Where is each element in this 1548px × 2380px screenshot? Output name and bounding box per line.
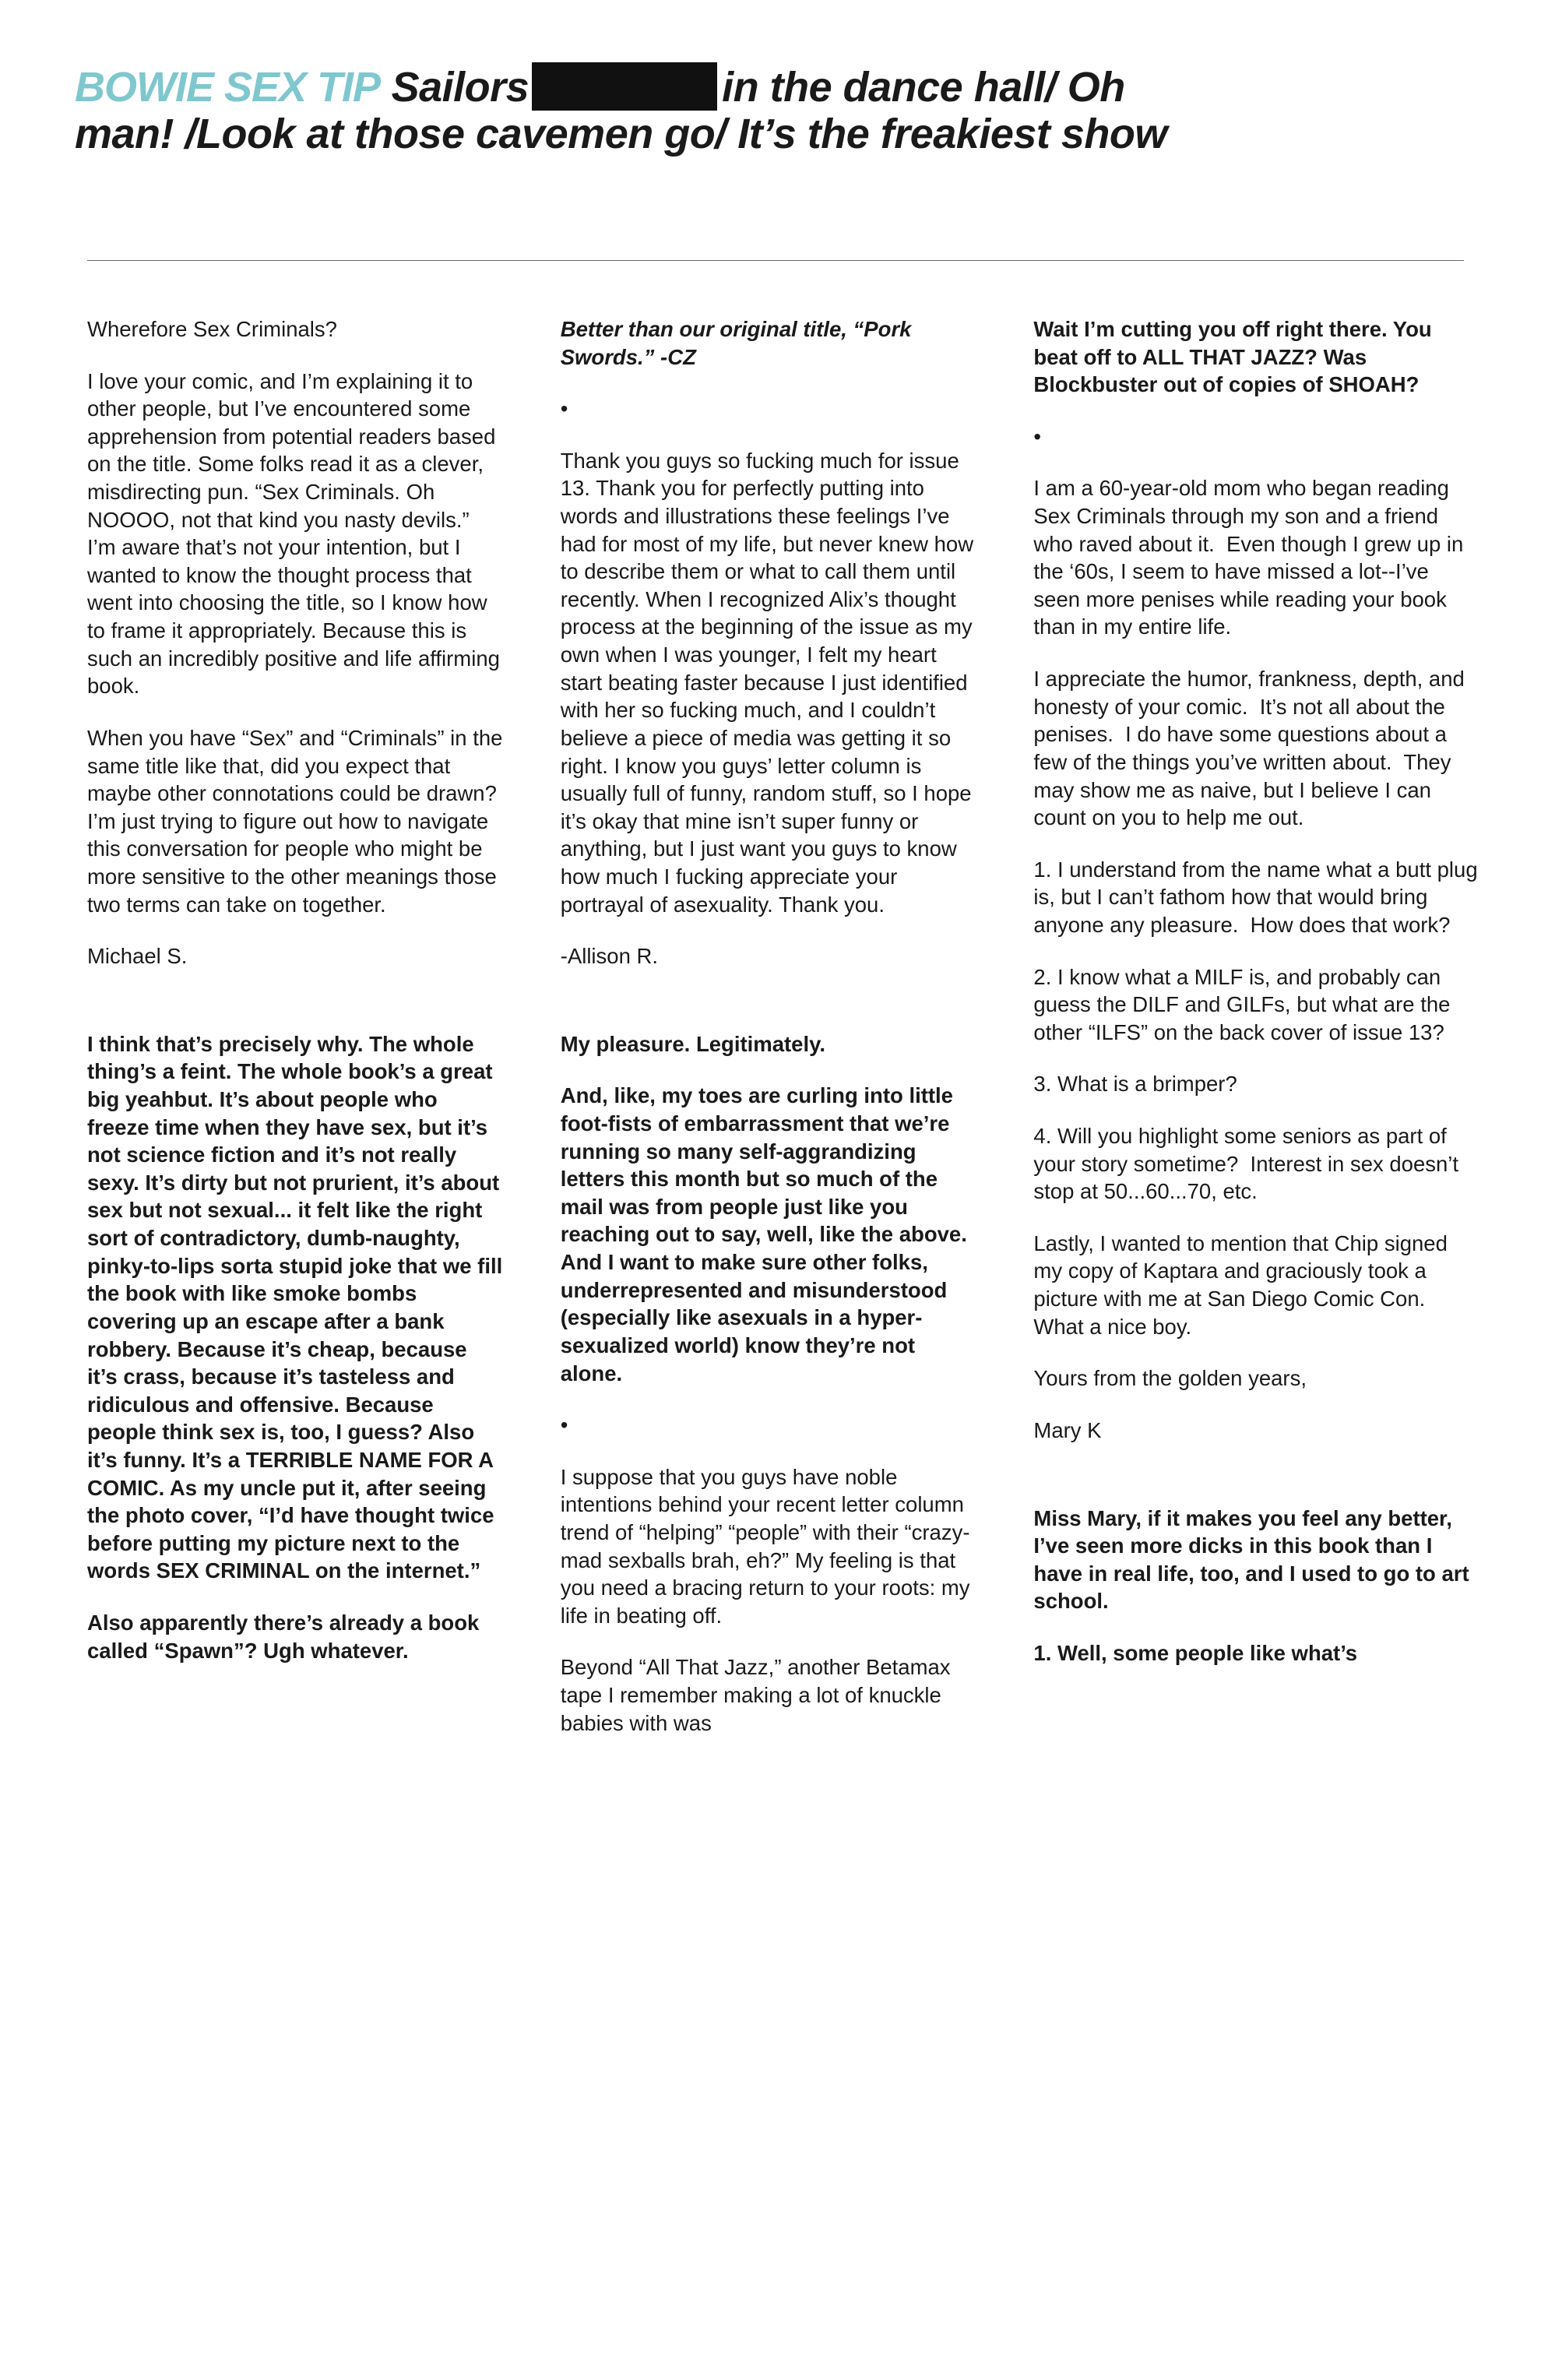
masthead-line-1-before: Sailors	[380, 64, 529, 111]
masthead-kicker: BOWIE SEX TIP	[75, 64, 381, 111]
letter-paragraph: I love your comic, and I’m explaining it to other people, but I’ve encountered some apprehension from potential readers based on the title. Some folks read it as a clever, misdirecting pun. “Sex Criminals. Oh NOOOO, not that kind you nasty devils.” I’m aware that’s not your intention, but I wanted to know the thought process that went into choosing the title, so I know how to frame it appropriately. Because this is such an incredibly positive and life affirming book.	[87, 368, 506, 699]
letter-paragraph: Mary K	[1033, 1417, 1102, 1442]
letters-column-1	[87, 315, 509, 1761]
letter-paragraph: Michael S.	[87, 944, 188, 969]
letter-paragraph: Also apparently there’s already a book called “Spawn”? Ugh whatever.	[87, 1610, 485, 1663]
letter-paragraph: Better than our original title, “Pork Swords.” -CZ	[560, 317, 918, 369]
letter-paragraph: Miss Mary, if it makes you feel any better, I’ve seen more dicks in this book than I have in real life, too, and I used to go to art school.	[1033, 1505, 1476, 1614]
masthead-line-1-after: in the dance hall/ Oh	[722, 64, 1125, 111]
paragraph-spacer	[87, 995, 503, 1030]
letter-paragraph: 1. I understand from the name what a butt plug is, but I can’t fathom how that would bring anyone any pleasure. How does that work?	[1033, 857, 1484, 937]
letter-paragraph: When you have “Sex” and “Criminals” in the same title like that, did you expect that maybe other connotations could be drawn? I’m just trying to figure out how to navigate this conversation for people who might be more sensitive to the other meanings those two terms can take on together.	[87, 725, 509, 917]
letter-paragraph: 4. Will you highlight some seniors as part of your story sometime? Interest in sex doesn’t stop at 50...60...70, etc.	[1033, 1124, 1465, 1204]
letter-paragraph: 3. What is a brimper?	[1033, 1072, 1237, 1097]
redaction-bar-icon	[532, 62, 717, 111]
masthead-line-2: man! /Look at those cavemen go/ It’s the freakiest show	[75, 111, 1167, 158]
paragraph-spacer	[1033, 1469, 1481, 1505]
masthead	[75, 62, 1476, 158]
masthead-line-1	[75, 62, 1476, 111]
letter-paragraph: I appreciate the humor, frankness, depth, and honesty of your comic. It’s not all about the penises. I do have some questions about a few of the things you’ve written about. They may show me as naive, but I believe I can count on you to help me out.	[1033, 667, 1471, 830]
letter-paragraph: 1. Well, some people like what’s	[1033, 1640, 1358, 1665]
letter-paragraph: My pleasure. Legitimately.	[560, 1031, 826, 1056]
letter-paragraph: 2. I know what a MILF is, and probably can guess the DILF and GILFs, but what are the other “ILFS” on the back cover of issue 13?	[1033, 964, 1457, 1044]
bullet-separator: •	[560, 1413, 568, 1438]
paragraph-spacer	[561, 995, 976, 1030]
letter-paragraph: Beyond “All That Jazz,” another Betamax tape I remember making a lot of knuckle babies with was	[560, 1655, 957, 1735]
letter-paragraph: Wait I’m cutting you off right there. You beat off to ALL THAT JAZZ? Was Blockbuster out of copies of SHOAH?	[1033, 317, 1438, 397]
letter-paragraph: -Allison R.	[560, 944, 659, 969]
letter-paragraph: I suppose that you guys have noble intentions behind your recent letter column trend of “helping” “people” with their “crazy-mad sexballs brah, eh?” My feeling is that you need a bracing return to your roots: my life in beating off.	[560, 1464, 976, 1628]
letter-paragraph: And, like, my toes are curling into little foot-fists of embarrassment that we’re running so many self-aggrandizing letters this month but so much of the mail was from people just like you reaching out to say, well, like the above. And I want to make sure other folks, underrepresented and misunderstood (especially like asexuals in a hyper-sexualized world) know they’re not alone.	[560, 1083, 973, 1385]
bullet-separator: •	[1033, 424, 1042, 449]
header-divider	[87, 260, 1464, 261]
letter-paragraph: I am a 60-year-old mom who began reading Sex Criminals through my son and a friend who raved about it. Even though I grew up in the ‘60s, I seem to have missed a lot--I’ve seen more penises while reading your book than in my entire life.	[1033, 476, 1469, 639]
letters-column-3	[1033, 315, 1484, 1761]
letter-paragraph: Wherefore Sex Criminals?	[87, 317, 337, 341]
letter-paragraph: Yours from the golden years,	[1033, 1366, 1307, 1391]
letter-paragraph: Thank you guys so fucking much for issue 13. Thank you for perfectly putting into words and illustrations these feelings I’ve had for most of my life, but never knew how to describe them or what to call them until recently. When I recognized Alix’s thought process at the beginning of the issue as my own when I was younger, I felt my heart start beating faster because I just identified with her so fucking much, and I couldn’t believe a piece of media was getting it so right. I know you guys’ letter column is usually full of funny, random stuff, so I hope it’s okay that mine isn’t super funny or anything, but I just want you guys to know how much I fucking appreciate your portrayal of asexuality. Thank you.	[560, 448, 980, 917]
letter-paragraph: I think that’s precisely why. The whole thing’s a feint. The whole book’s a great big yeahbut. It’s about people who freeze time when they have sex, but it’s not science fiction and it’s not really sexy. It’s dirty but not prurient, it’s about sex but not sexual... it felt like the right sort of contradictory, dumb-naughty, pinky-to-lips sorta stupid joke that we fill the book with like smoke bombs covering up an escape after a bank robbery. Because it’s cheap, because it’s crass, because it’s tasteless and ridiculous and offensive. Because people think sex is, too, I guess? Also it’s funny. It’s a TERRIBLE NAME FOR A COMIC. As my uncle put it, after seeing the photo cover, “I’d have thought twice before putting my picture next to the words SEX CRIMINAL on the internet.”	[87, 1031, 508, 1583]
letter-paragraph: Lastly, I wanted to mention that Chip signed my copy of Kaptara and graciously took a picture with me at San Diego Comic Con. What a nice boy.	[1033, 1230, 1454, 1339]
letters-column-2	[560, 315, 980, 1761]
bullet-separator: •	[560, 396, 568, 421]
letters-columns	[87, 315, 1484, 1761]
